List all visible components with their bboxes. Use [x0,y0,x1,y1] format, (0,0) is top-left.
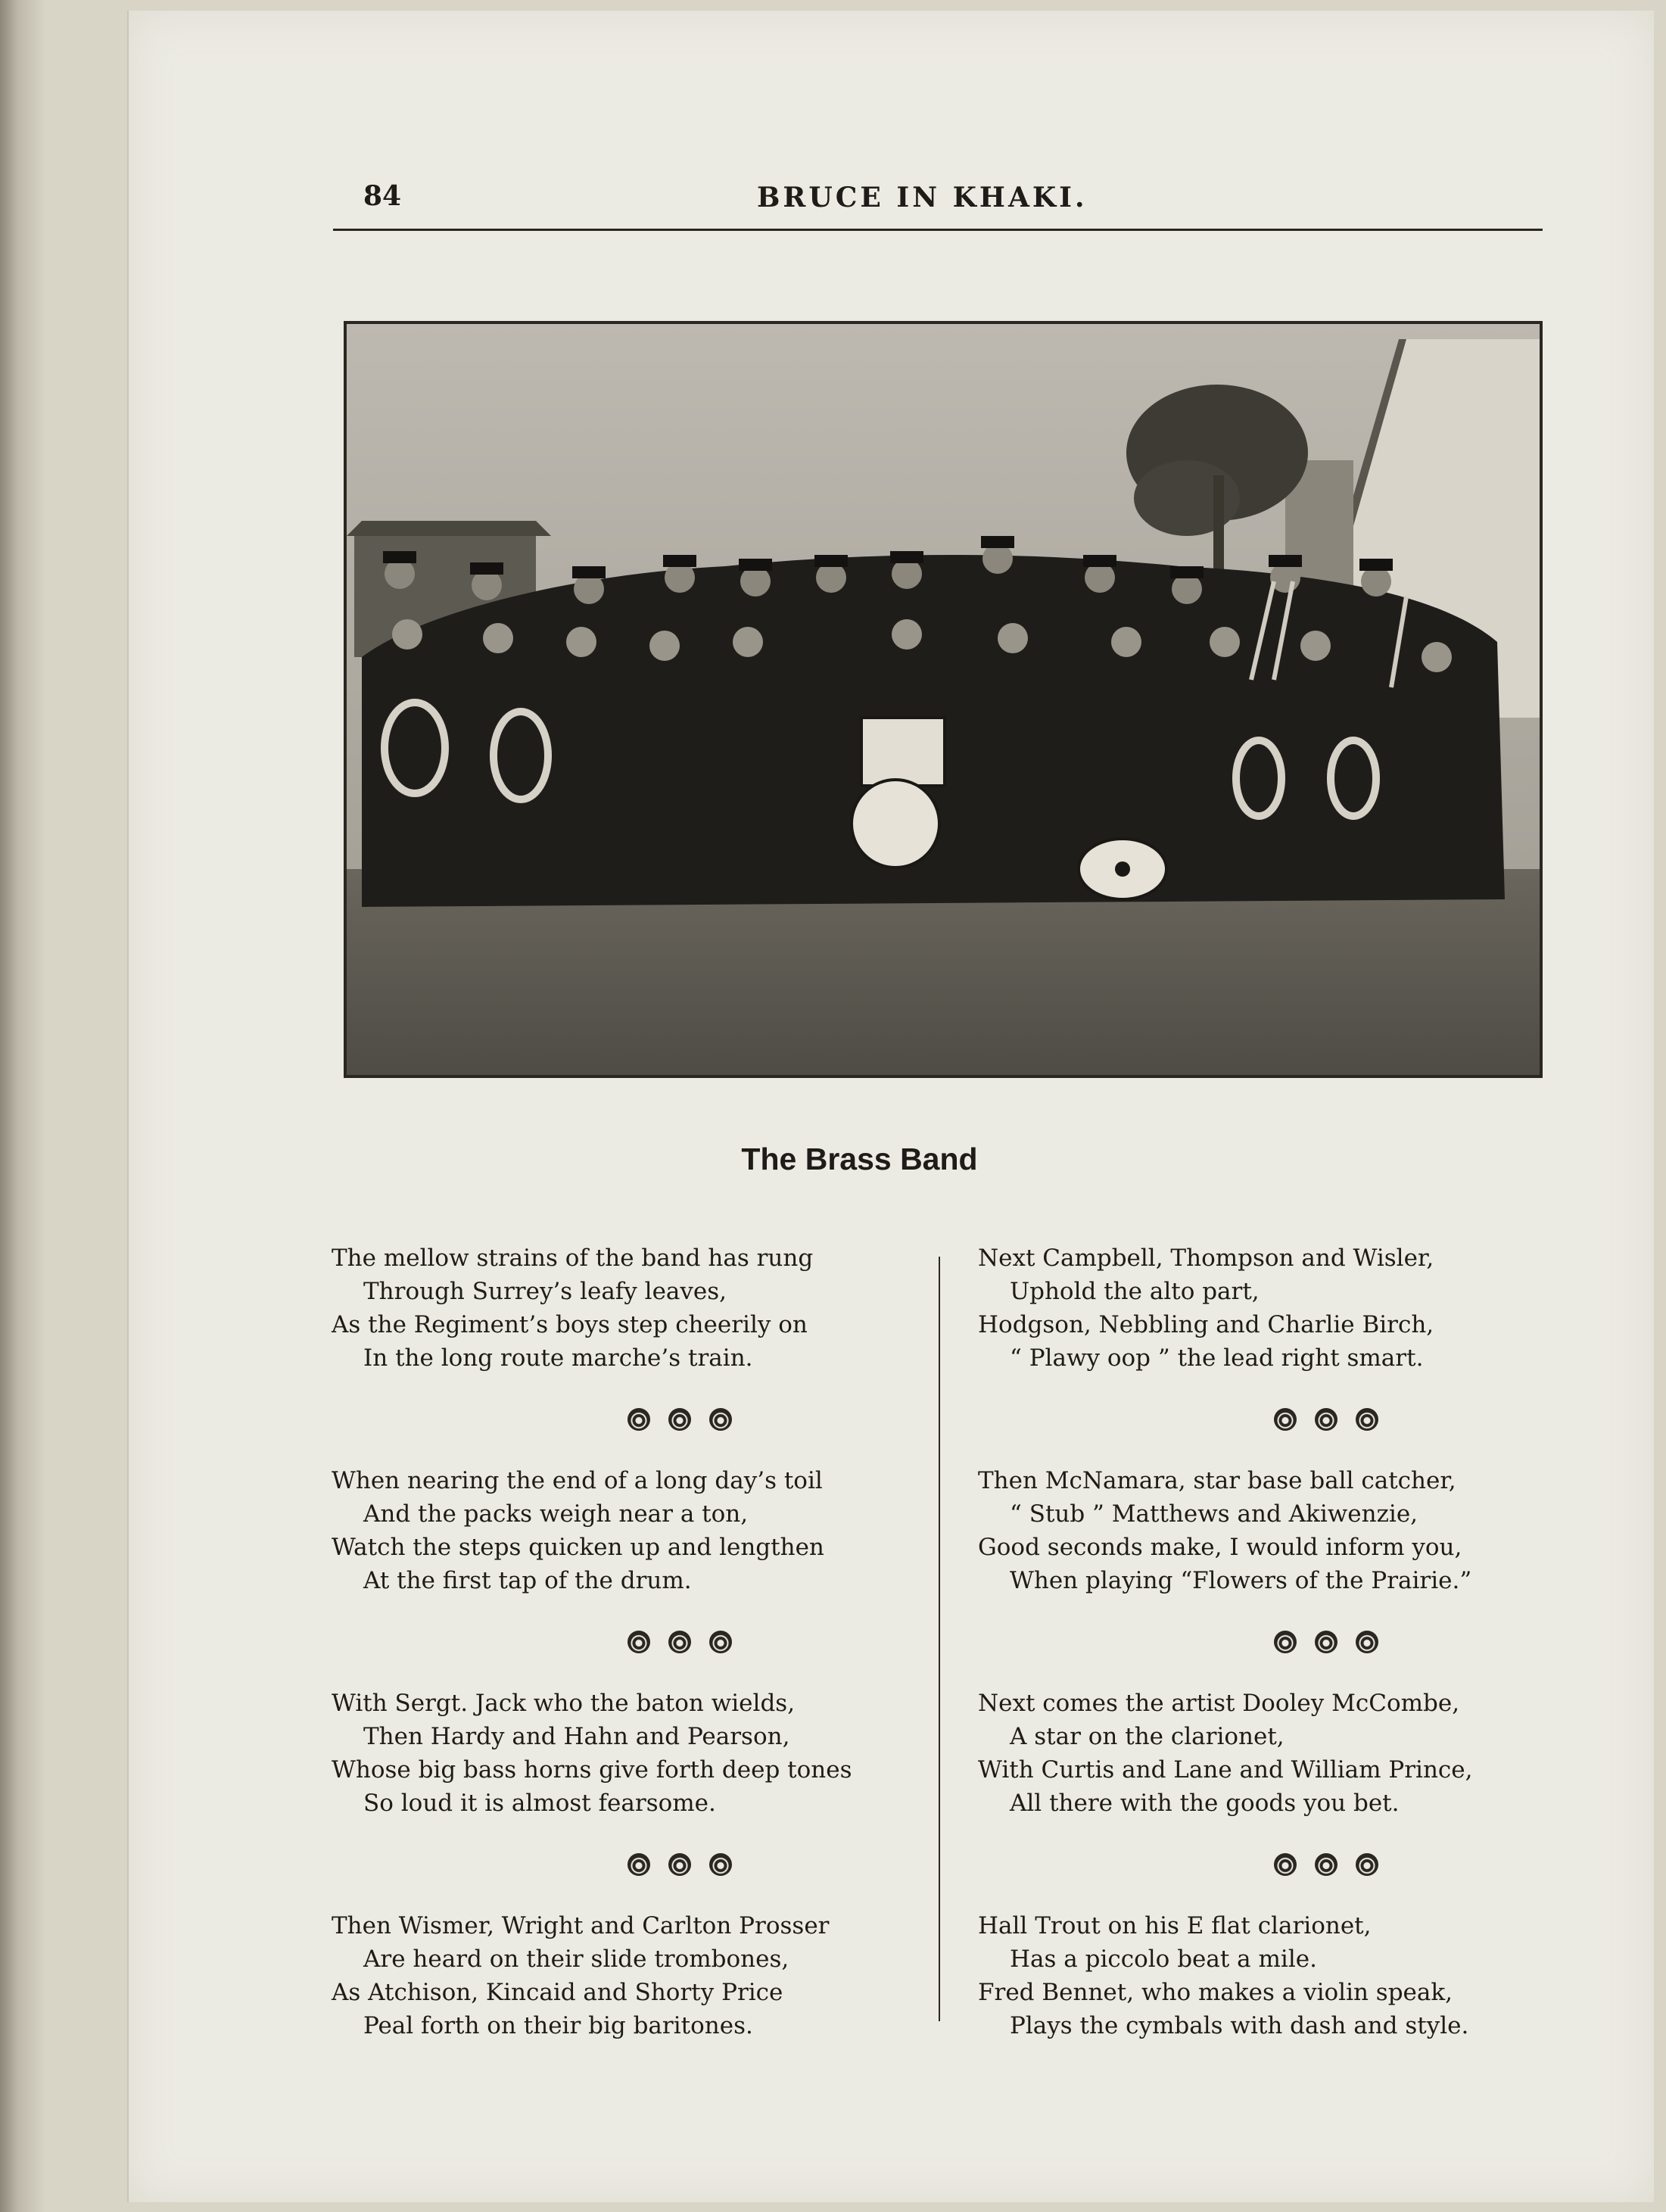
poem-right-column [978,1242,1583,2042]
poem-line: As Atchison, Kincaid and Shorty Price [332,1979,783,2006]
ornament-dot-icon [1315,1408,1337,1431]
ornament-dot-icon [1315,1631,1337,1653]
stanza-ornament [332,1375,937,1464]
ornament-dot-icon [709,1853,732,1876]
stanza [978,1242,1583,1375]
ornament-dot-icon [668,1853,691,1876]
stanza [332,1687,937,1820]
poem-line: With Curtis and Lane and William Prince, [978,1756,1473,1784]
poem-line: Then Hardy and Hahn and Pearson, [363,1723,790,1750]
ornament-dot-icon [1356,1631,1378,1653]
poem-line: Hodgson, Nebbling and Charlie Birch, [978,1311,1434,1338]
poem-line: Fred Bennet, who makes a violin speak, [978,1979,1453,2006]
poem-line: Next comes the artist Dooley McCombe, [978,1690,1460,1717]
ornament-dot-icon [627,1408,650,1431]
poem-line: “ Stub ” Matthews and Akiwenzie, [1010,1500,1418,1528]
poem-line: As the Regiment’s boys step cheerily on [332,1311,808,1338]
poem-line: When nearing the end of a long day’s toil [332,1467,823,1494]
poem-line: All there with the goods you bet. [1010,1790,1400,1817]
ornament-dot-icon [709,1408,732,1431]
poem-line: And the packs weigh near a ton, [363,1500,749,1528]
poem-line: Uphold the alto part, [1010,1278,1260,1305]
book-gutter-shadow [0,0,45,2212]
poem-line: Then Wismer, Wright and Carlton Prosser [332,1912,830,1939]
ornament-dot-icon [709,1631,732,1653]
poem-line: When playing “Flowers of the Prairie.” [1010,1567,1472,1594]
stanza [978,1464,1583,1597]
stanza-ornament [332,1820,937,1909]
ornament-dot-icon [1356,1408,1378,1431]
ornament-dot-icon [627,1853,650,1876]
poem-line: The mellow strains of the band has rung [332,1245,814,1272]
poem-line: Whose big bass horns give forth deep tones [332,1756,852,1784]
poem-line: Then McNamara, star base ball catcher, [978,1467,1456,1494]
stanza [332,1909,937,2042]
poem-line: Hall Trout on his E flat clarionet, [978,1912,1372,1939]
poem-left-column [332,1242,937,2042]
poem-title: The Brass Band [741,1142,978,1176]
poem-line: Good seconds make, I would inform you, [978,1534,1462,1561]
stanza-ornament [978,1375,1583,1464]
stanza [978,1909,1583,2042]
poem-line: Are heard on their slide trombones, [363,1946,789,1973]
ornament-dot-icon [1274,1631,1297,1653]
poem-line: At the first tap of the drum. [363,1567,692,1594]
poem-line: With Sergt. Jack who the baton wields, [332,1690,796,1717]
page-number: 84 [363,180,402,212]
stanza [332,1464,937,1597]
ornament-dot-icon [668,1408,691,1431]
ornament-dot-icon [627,1631,650,1653]
running-title: BRUCE IN KHAKI. [757,182,1088,213]
ornament-dot-icon [1315,1853,1337,1876]
poem-line: In the long route marche’s train. [363,1344,753,1372]
poem-line: Next Campbell, Thompson and Wisler, [978,1245,1434,1272]
ornament-dot-icon [668,1631,691,1653]
band-photograph [344,321,1543,1078]
ornament-dot-icon [1274,1853,1297,1876]
poem-line: So loud it is almost fearsome. [363,1790,716,1817]
poem-line: Plays the cymbals with dash and style. [1010,2012,1469,2039]
stanza-ornament [978,1597,1583,1687]
poem-line: Has a piccolo beat a mile. [1010,1946,1317,1973]
poem-line: Through Surrey’s leafy leaves, [363,1278,727,1305]
stanza [332,1242,937,1375]
poem-line: Peal forth on their big baritones. [363,2012,753,2039]
poem-line: Watch the steps quicken up and lengthen [332,1534,824,1561]
stanza-ornament [332,1597,937,1687]
column-divider [939,1257,940,2021]
poem-line: A star on the clarionet, [1010,1723,1285,1750]
header-rule [333,229,1543,231]
ornament-dot-icon [1274,1408,1297,1431]
poem-line: “ Plawy oop ” the lead right smart. [1010,1344,1424,1372]
stanza [978,1687,1583,1820]
page-header [333,173,1544,218]
ornament-dot-icon [1356,1853,1378,1876]
band-photograph-illustration [347,324,1540,1075]
stanza-ornament [978,1820,1583,1909]
